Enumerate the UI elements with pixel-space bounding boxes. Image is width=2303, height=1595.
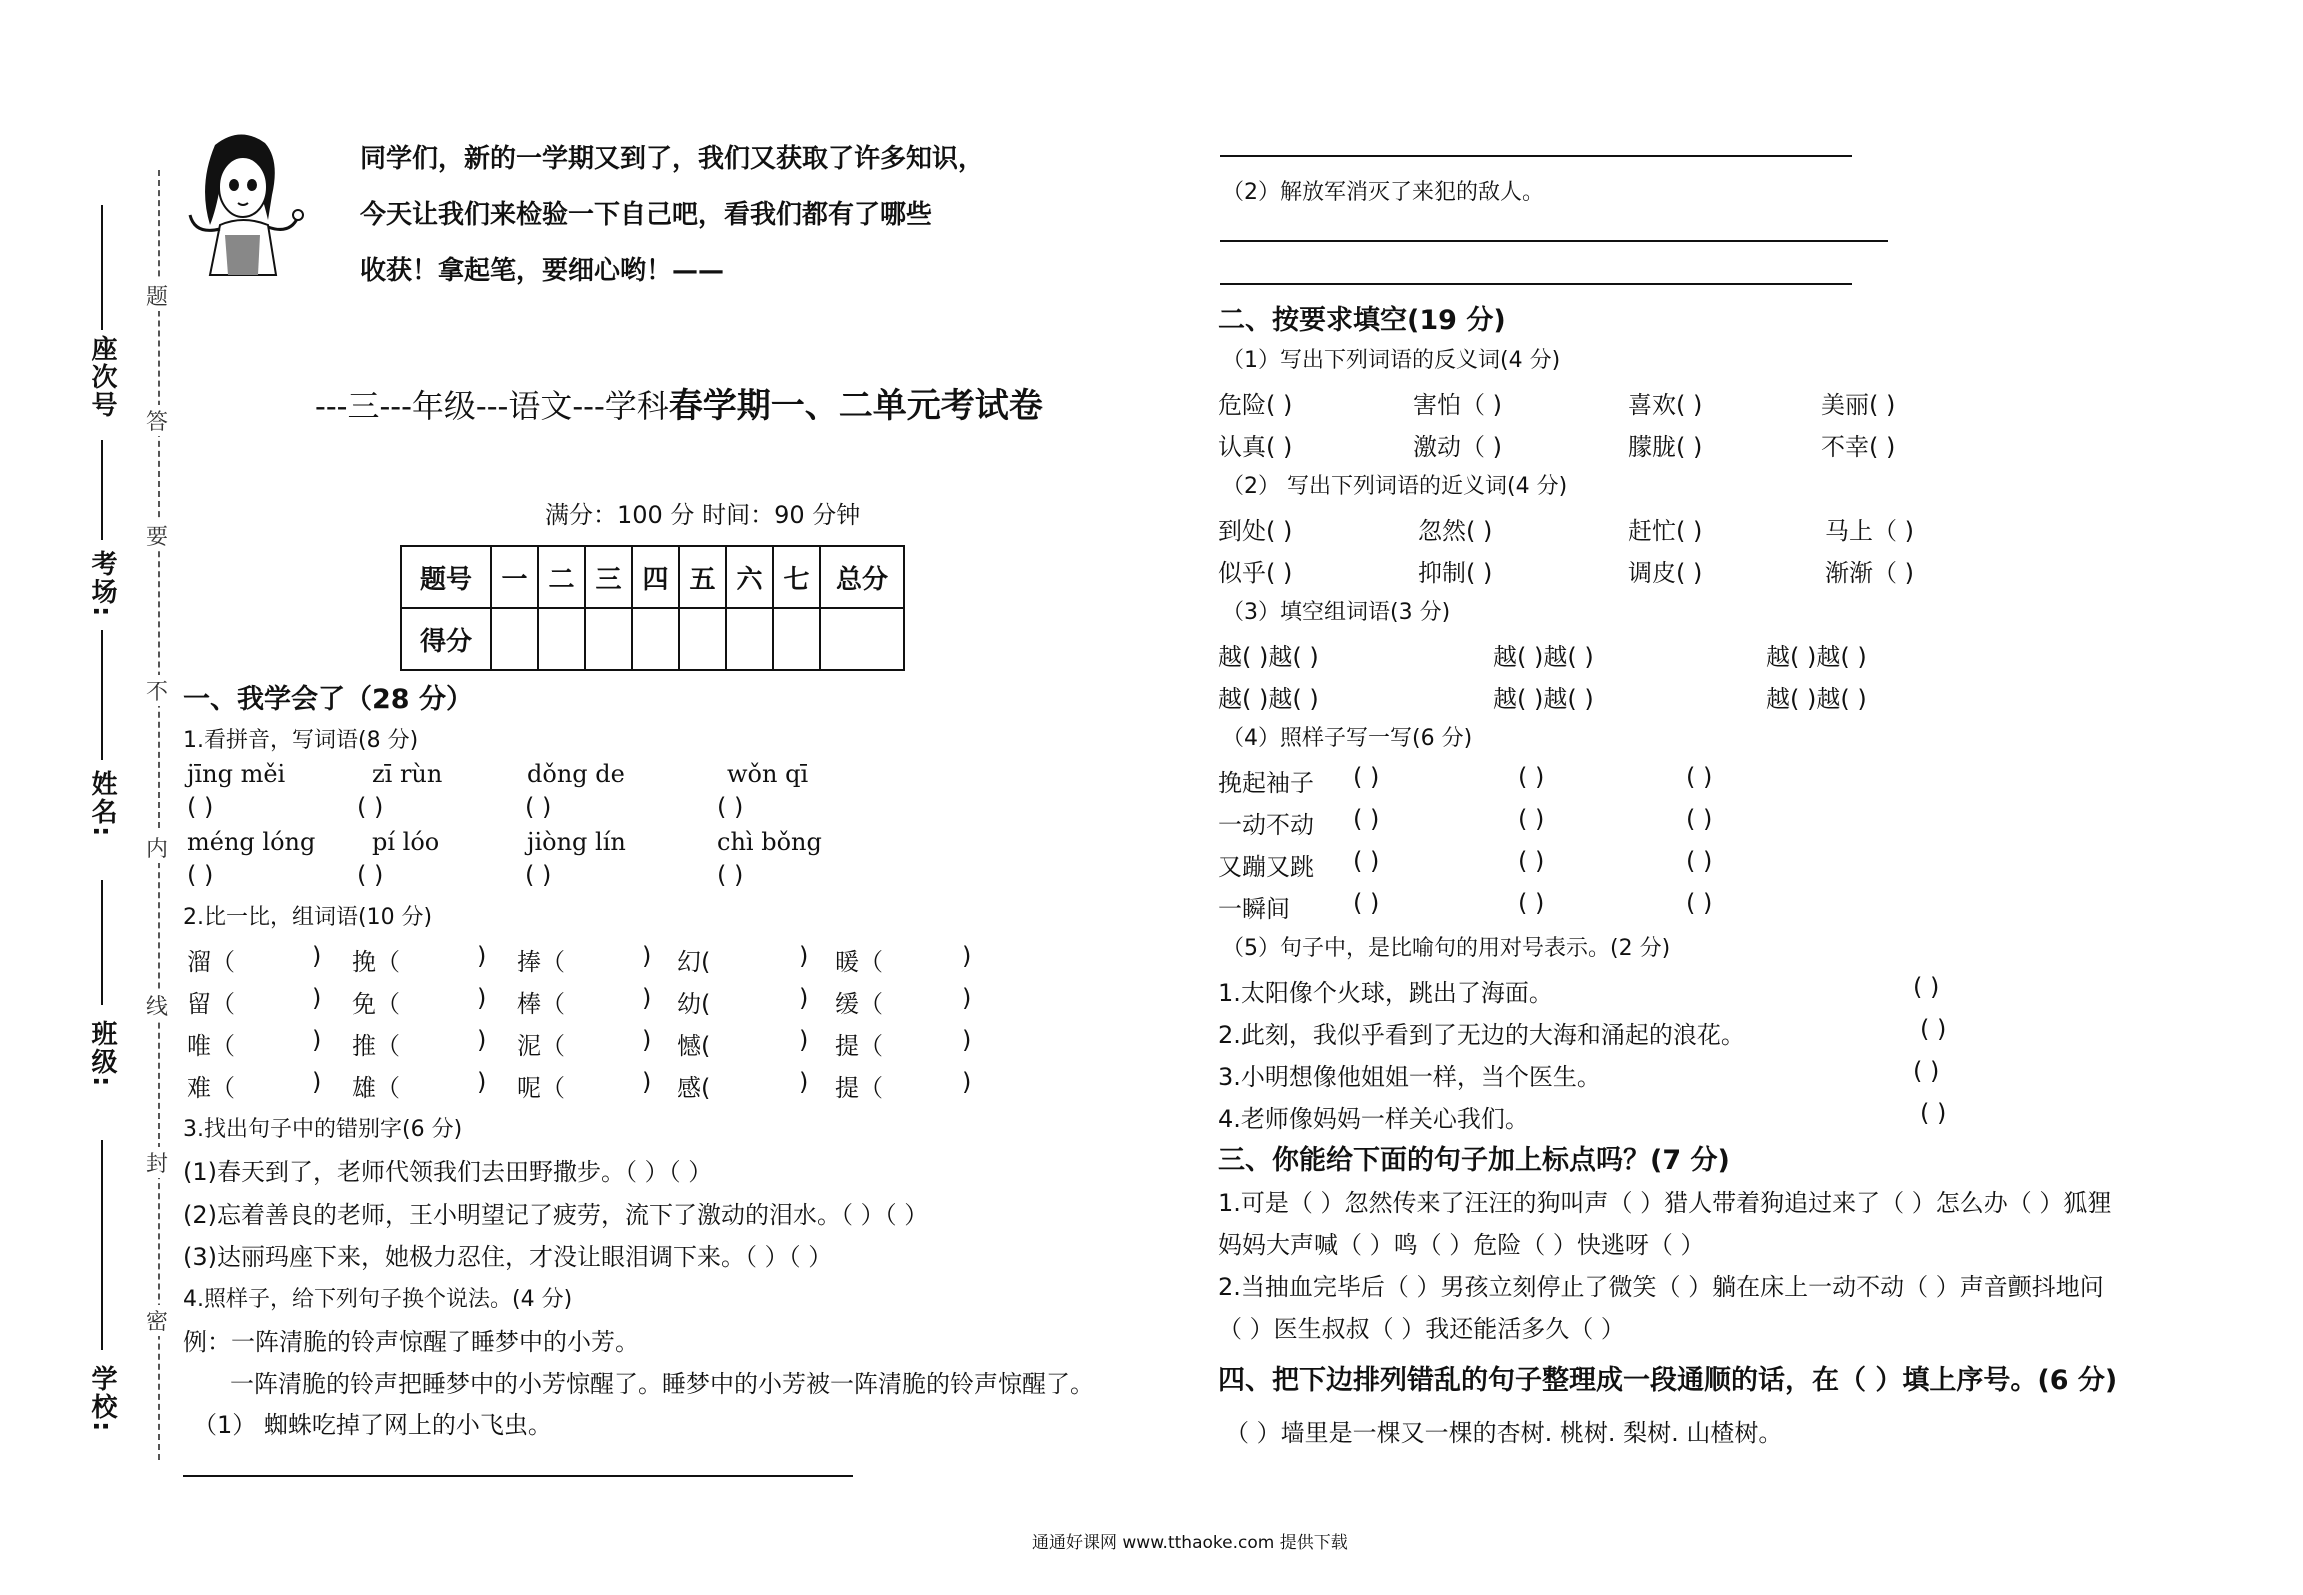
answer-blank[interactable]: ( ) xyxy=(1518,847,1545,875)
pinyin: pí lóo xyxy=(372,828,440,856)
intro-line: 今天让我们来检验一下自己吧，看我们都有了哪些 xyxy=(360,200,933,230)
binding-line xyxy=(101,630,103,760)
exam-title-grade-subject: ---三---年级---语文---学科 xyxy=(315,387,669,425)
compare-close: ) xyxy=(962,942,972,970)
pinyin: jīng měi xyxy=(187,760,286,788)
answer-blank[interactable]: ( ) xyxy=(187,793,214,821)
rewrite-example-answer: 一阵清脆的铃声把睡梦中的小芳惊醒了。睡梦中的小芳被一阵清脆的铃声惊醒了。 xyxy=(230,1370,1094,1398)
question-1-1: 1.看拼音，写词语(8 分) xyxy=(183,728,419,753)
compare-char: 泥（ xyxy=(517,1032,565,1060)
compare-char: 免（ xyxy=(352,990,400,1018)
score-table xyxy=(400,545,905,671)
answer-line[interactable] xyxy=(1220,240,1888,242)
word-blank[interactable]: 激动（ ) xyxy=(1413,433,1502,461)
pinyin: zī rùn xyxy=(372,760,443,788)
score-cell[interactable] xyxy=(491,608,538,670)
metaphor-sentence: 1.太阳像个火球，跳出了海面。 xyxy=(1218,979,1553,1007)
compare-char: 暖（ xyxy=(835,948,883,976)
compare-char: 推（ xyxy=(352,1032,400,1060)
seal-char: 内 xyxy=(146,832,168,863)
exam-meta: 满分：100 分 时间：90 分钟 xyxy=(545,501,861,529)
compare-char: 溜（ xyxy=(187,948,235,976)
word-blank[interactable]: 渐渐（ ) xyxy=(1825,559,1914,587)
pinyin: méng lóng xyxy=(187,828,316,856)
answer-blank[interactable]: ( ) xyxy=(357,861,384,889)
exam-room-label: 考场: xyxy=(87,550,117,619)
word-blank[interactable]: 认真( ) xyxy=(1218,433,1293,461)
compare-char: 呢（ xyxy=(517,1074,565,1102)
word-blank[interactable]: 朦胧( ) xyxy=(1628,433,1703,461)
answer-blank[interactable]: ( ) xyxy=(1353,847,1380,875)
check-blank[interactable]: ( ) xyxy=(1920,1099,1947,1127)
word-blank[interactable]: 不幸( ) xyxy=(1821,433,1896,461)
section-2-part-2: （2） 写出下列词语的近义词(4 分) xyxy=(1222,474,1568,499)
compare-char: 提（ xyxy=(835,1032,883,1060)
compare-close: ) xyxy=(799,984,809,1012)
binding-line xyxy=(101,880,103,1005)
metaphor-sentence: 4.老师像妈妈一样关心我们。 xyxy=(1218,1105,1529,1133)
answer-blank[interactable]: ( ) xyxy=(1686,763,1713,791)
compare-close: ) xyxy=(312,984,322,1012)
word-blank[interactable]: 美丽( ) xyxy=(1821,391,1896,419)
score-table-header-cell: 七 xyxy=(773,546,820,608)
yue-blank[interactable]: 越( )越( ) xyxy=(1218,685,1319,713)
compare-char: 挽（ xyxy=(352,948,400,976)
intro-line: 同学们，新的一学期又到了，我们又获取了许多知识， xyxy=(360,144,985,174)
score-table-header-row xyxy=(401,546,904,608)
answer-blank[interactable]: ( ) xyxy=(1518,763,1545,791)
binding-line xyxy=(101,205,103,330)
score-table-header-cell: 五 xyxy=(679,546,726,608)
word-blank[interactable]: 马上（ ) xyxy=(1825,517,1914,545)
yue-blank[interactable]: 越( )越( ) xyxy=(1766,685,1867,713)
section-1-title: 一、我学会了（28 分） xyxy=(183,684,473,715)
exam-title-main: 春学期一、二单元考试卷 xyxy=(668,386,1043,426)
score-cell[interactable] xyxy=(585,608,632,670)
score-table-header-cell: 题号 xyxy=(401,546,491,608)
answer-blank[interactable]: ( ) xyxy=(525,793,552,821)
section-2-title: 二、按要求填空(19 分) xyxy=(1218,305,1506,336)
score-cell[interactable] xyxy=(820,608,904,670)
answer-blank[interactable]: ( ) xyxy=(357,793,384,821)
score-table-header-cell: 三 xyxy=(585,546,632,608)
compare-char: 幼( xyxy=(677,990,711,1018)
word-blank[interactable]: 喜欢( ) xyxy=(1628,391,1703,419)
rewrite-example: 例：一阵清脆的铃声惊醒了睡梦中的小芳。 xyxy=(183,1328,639,1356)
seal-char: 线 xyxy=(146,990,168,1021)
score-cell[interactable] xyxy=(632,608,679,670)
compare-char: 缓（ xyxy=(835,990,883,1018)
compare-close: ) xyxy=(962,1026,972,1054)
answer-line[interactable] xyxy=(183,1475,853,1477)
intro-line: 收获！拿起笔，要细心哟！—— xyxy=(360,256,725,286)
girl-mascot-illustration xyxy=(180,125,310,290)
answer-blank[interactable]: ( ) xyxy=(1353,889,1380,917)
score-table-header-cell: 二 xyxy=(538,546,585,608)
seal-dashed-line xyxy=(158,170,160,1460)
rewrite-item: （2）解放军消灭了来犯的敌人。 xyxy=(1222,180,1544,205)
compare-close: ) xyxy=(642,1068,652,1096)
typo-sentence: (2)忘着善良的老师，王小明望记了疲劳，流下了激动的泪水。（ ）（ ） xyxy=(183,1201,929,1229)
pinyin: wǒn qī xyxy=(727,760,809,788)
compare-char: 难（ xyxy=(187,1074,235,1102)
word-blank[interactable]: 似乎( ) xyxy=(1218,559,1293,587)
compare-char: 幻( xyxy=(677,948,711,976)
rewrite-item: （1） 蜘蛛吃掉了网上的小飞虫。 xyxy=(193,1411,552,1439)
compare-char: 唯（ xyxy=(187,1032,235,1060)
compare-close: ) xyxy=(477,1026,487,1054)
seal-char: 要 xyxy=(146,520,168,551)
pattern-word: 又蹦又跳 xyxy=(1218,853,1314,881)
word-blank[interactable]: 抑制( ) xyxy=(1418,559,1493,587)
footer-source: 通通好课网 www.tthaoke.com 提供下载 xyxy=(1032,1533,1348,1553)
answer-line[interactable] xyxy=(1220,283,1852,285)
punctuation-line: （ ）医生叔叔（ ）我还能活多久（ ） xyxy=(1218,1315,1625,1343)
word-blank[interactable]: 赶忙( ) xyxy=(1628,517,1703,545)
score-table-header-cell: 六 xyxy=(726,546,773,608)
section-3-title: 三、你能给下面的句子加上标点吗？(7 分) xyxy=(1218,1145,1730,1176)
compare-close: ) xyxy=(642,1026,652,1054)
check-blank[interactable]: ( ) xyxy=(1920,1015,1947,1043)
compare-char: 留（ xyxy=(187,990,235,1018)
section-2-part-3: （3）填空组词语(3 分) xyxy=(1222,600,1451,625)
answer-blank[interactable]: ( ) xyxy=(717,861,744,889)
seal-char: 封 xyxy=(146,1147,168,1178)
word-blank[interactable]: 危险( ) xyxy=(1218,391,1293,419)
yue-blank[interactable]: 越( )越( ) xyxy=(1493,643,1594,671)
score-table-row-label: 得分 xyxy=(401,608,491,670)
answer-blank[interactable]: ( ) xyxy=(1518,889,1545,917)
pinyin: jiòng lín xyxy=(527,828,626,856)
pattern-word: 挽起袖子 xyxy=(1218,769,1314,797)
answer-blank[interactable]: ( ) xyxy=(1686,889,1713,917)
punctuation-line: 2.当抽血完毕后（ ）男孩立刻停止了微笑（ ）躺在床上一动不动（ ）声音颤抖地问 xyxy=(1218,1273,2104,1301)
check-blank[interactable]: ( ) xyxy=(1913,1057,1940,1085)
answer-blank[interactable]: ( ) xyxy=(717,793,744,821)
score-cell[interactable] xyxy=(538,608,585,670)
compare-char: 棒（ xyxy=(517,990,565,1018)
check-blank[interactable]: ( ) xyxy=(1913,973,1940,1001)
metaphor-sentence: 3.小明想像他姐姐一样，当个医生。 xyxy=(1218,1063,1601,1091)
score-cell[interactable] xyxy=(679,608,726,670)
compare-close: ) xyxy=(642,942,652,970)
section-2-part-4: （4）照样子写一写(6 分) xyxy=(1222,726,1473,751)
answer-blank[interactable]: ( ) xyxy=(1686,805,1713,833)
compare-char: 感( xyxy=(677,1074,711,1102)
compare-close: ) xyxy=(312,942,322,970)
score-cell[interactable] xyxy=(726,608,773,670)
answer-line[interactable] xyxy=(1220,155,1852,157)
compare-close: ) xyxy=(799,942,809,970)
score-cell[interactable] xyxy=(773,608,820,670)
seal-char: 不 xyxy=(146,675,168,706)
punctuation-line: 1.可是（ ）忽然传来了汪汪的狗叫声（ ）猎人带着狗追过来了（ ）怎么办（ ）狐狸 xyxy=(1218,1189,2112,1217)
answer-blank[interactable]: ( ) xyxy=(1353,805,1380,833)
compare-char: 憾( xyxy=(677,1032,711,1060)
answer-blank[interactable]: ( ) xyxy=(187,861,214,889)
pattern-word: 一动不动 xyxy=(1218,811,1314,839)
score-table-score-row xyxy=(401,608,904,670)
school-label: 学校: xyxy=(87,1365,117,1434)
answer-blank[interactable]: ( ) xyxy=(1686,847,1713,875)
question-1-3: 3.找出句子中的错别字(6 分) xyxy=(183,1117,463,1142)
word-blank[interactable]: 忽然( ) xyxy=(1418,517,1493,545)
compare-close: ) xyxy=(962,984,972,1012)
punctuation-line: 妈妈大声喊（ ）鸣（ ）危险（ ）快逃呀（ ） xyxy=(1218,1231,1705,1259)
binding-line xyxy=(101,1140,103,1350)
ordering-sentence: （ ）墙里是一棵又一棵的杏树. 桃树. 梨树. 山楂树。 xyxy=(1225,1419,1783,1447)
pinyin: dǒng de xyxy=(527,760,625,788)
compare-close: ) xyxy=(962,1068,972,1096)
section-4-title: 四、把下边排列错乱的句子整理成一段通顺的话，在（ ）填上序号。(6 分) xyxy=(1218,1365,2118,1396)
score-table-header-cell: 四 xyxy=(632,546,679,608)
name-label: 姓名: xyxy=(87,770,117,839)
yue-blank[interactable]: 越( )越( ) xyxy=(1493,685,1594,713)
question-1-2: 2.比一比，组词语(10 分) xyxy=(183,905,433,930)
compare-char: 雄（ xyxy=(352,1074,400,1102)
exam-title xyxy=(315,378,1043,427)
compare-char: 提（ xyxy=(835,1074,883,1102)
compare-close: ) xyxy=(642,984,652,1012)
pinyin: chì bǒng xyxy=(717,828,822,856)
metaphor-sentence: 2.此刻，我似乎看到了无边的大海和涌起的浪花。 xyxy=(1218,1021,1745,1049)
question-1-4: 4.照样子，给下列句子换个说法。(4 分) xyxy=(183,1287,573,1312)
compare-close: ) xyxy=(312,1068,322,1096)
yue-blank[interactable]: 越( )越( ) xyxy=(1766,643,1867,671)
seat-number-label: 座次号 xyxy=(87,335,117,419)
typo-sentence: (1)春天到了，老师代领我们去田野撒步。（ ）（ ） xyxy=(183,1158,713,1186)
compare-close: ) xyxy=(799,1068,809,1096)
compare-char: 捧（ xyxy=(517,948,565,976)
word-blank[interactable]: 到处( ) xyxy=(1218,517,1293,545)
answer-blank[interactable]: ( ) xyxy=(1353,763,1380,791)
typo-sentence: (3)达丽玛座下来，她极力忍住，才没让眼泪调下来。（ ）（ ） xyxy=(183,1243,833,1271)
compare-close: ) xyxy=(477,942,487,970)
yue-blank[interactable]: 越( )越( ) xyxy=(1218,643,1319,671)
seal-char: 密 xyxy=(146,1305,168,1336)
pattern-word: 一瞬间 xyxy=(1218,895,1290,923)
word-blank[interactable]: 害怕（ ) xyxy=(1413,391,1502,419)
compare-close: ) xyxy=(312,1026,322,1054)
section-2-part-1: （1）写出下列词语的反义词(4 分) xyxy=(1222,348,1561,373)
class-label: 班级: xyxy=(87,1020,117,1089)
score-table-header-cell: 总分 xyxy=(820,546,904,608)
compare-close: ) xyxy=(477,1068,487,1096)
seal-char: 题 xyxy=(146,280,168,311)
binding-line xyxy=(101,440,103,540)
section-2-part-5: （5）句子中，是比喻句的用对号表示。(2 分) xyxy=(1222,936,1671,961)
answer-blank[interactable]: ( ) xyxy=(525,861,552,889)
seal-char: 答 xyxy=(146,405,168,436)
word-blank[interactable]: 调皮( ) xyxy=(1628,559,1703,587)
compare-close: ) xyxy=(799,1026,809,1054)
score-table-header-cell: 一 xyxy=(491,546,538,608)
compare-close: ) xyxy=(477,984,487,1012)
answer-blank[interactable]: ( ) xyxy=(1518,805,1545,833)
